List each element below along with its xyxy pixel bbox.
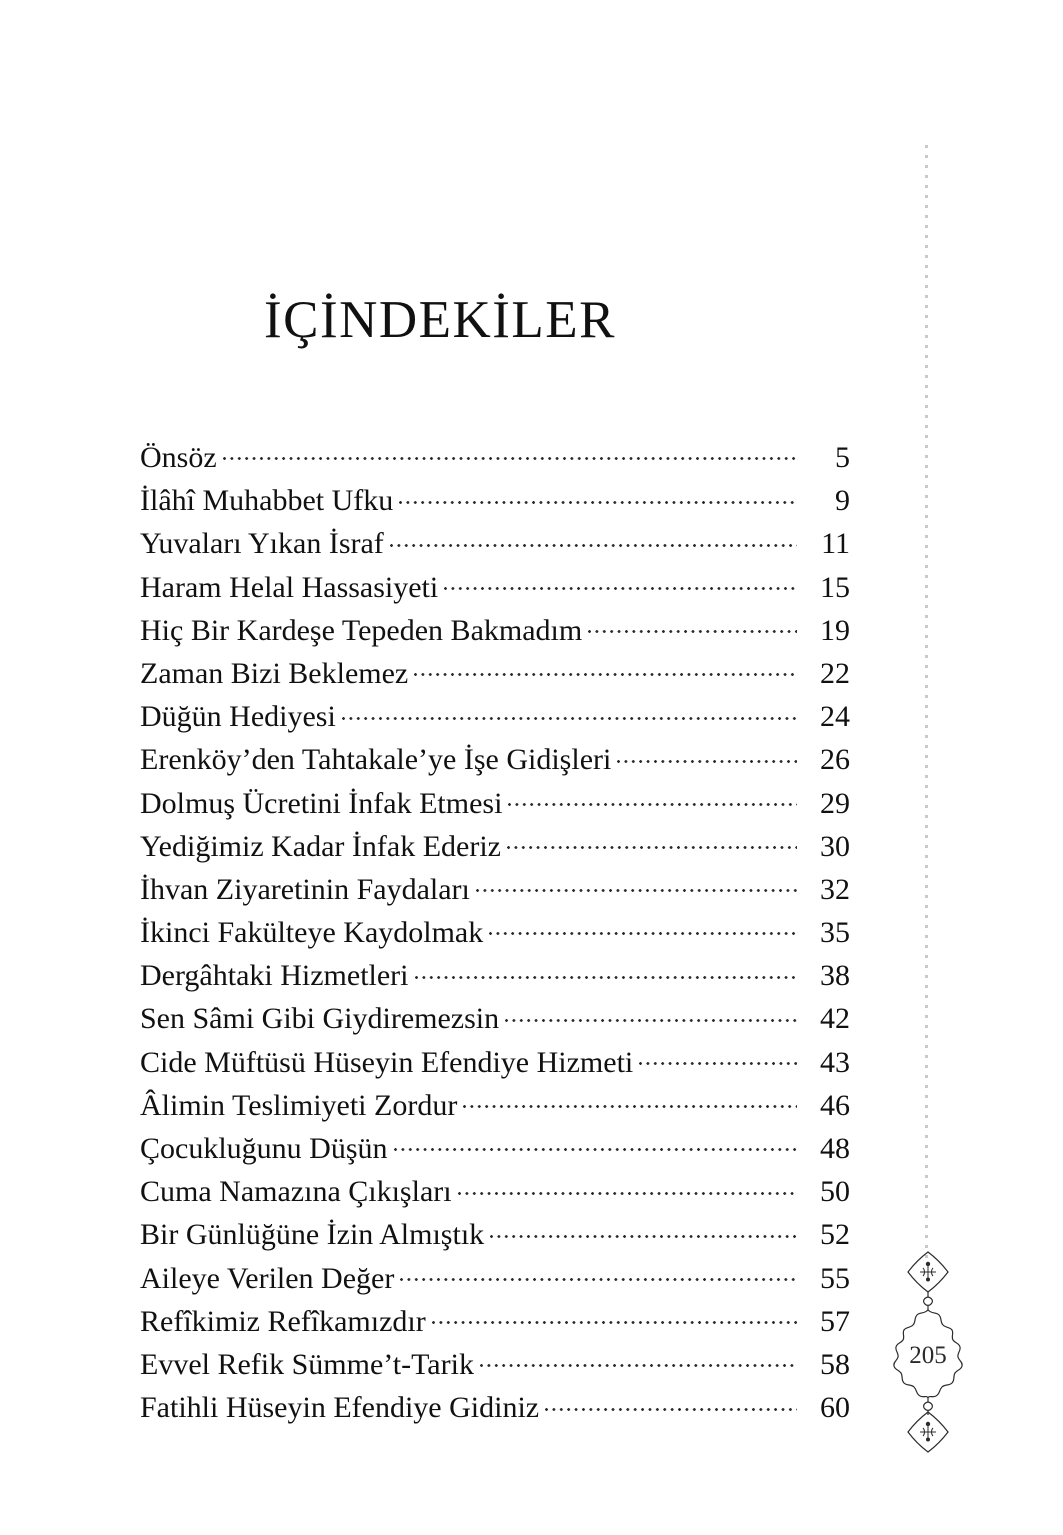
toc-entry-page-number: 60 xyxy=(820,1391,850,1425)
toc-dot-leader xyxy=(399,480,797,510)
toc-entry[interactable] xyxy=(140,610,850,653)
page-number-ornament xyxy=(880,1248,976,1420)
toc-entry-page-number: 38 xyxy=(820,959,850,993)
toc-dot-leader xyxy=(414,653,797,683)
toc-entry-title: Hiç Bir Kardeşe Tepeden Bakmadım xyxy=(140,613,583,647)
toc-entry-page-number: 57 xyxy=(820,1304,850,1338)
toc-dot-leader xyxy=(342,696,797,726)
toc-entry-page-number: 35 xyxy=(820,916,850,950)
toc-dot-leader xyxy=(507,826,797,856)
toc-entry[interactable] xyxy=(140,696,850,739)
toc-dot-leader xyxy=(223,437,797,467)
toc-entry-page-number: 30 xyxy=(820,829,850,863)
toc-entry-title: Çocukluğunu Düşün xyxy=(140,1132,388,1165)
toc-entry-title: Dergâhtaki Hizmetleri xyxy=(140,959,409,993)
toc-entry-page-number: 43 xyxy=(820,1045,850,1079)
toc-dot-leader xyxy=(444,567,797,597)
toc-entry-title: Aileye Verilen Değer xyxy=(140,1261,395,1295)
page-title: İÇİNDEKİLER xyxy=(263,291,617,349)
toc-entry[interactable] xyxy=(140,653,850,696)
toc-entry-page-number: 46 xyxy=(820,1088,850,1122)
toc-entry-title: İlâhî Muhabbet Ufku xyxy=(140,484,394,518)
toc-entry[interactable] xyxy=(140,869,850,912)
toc-dot-leader xyxy=(390,523,797,553)
toc-entry[interactable] xyxy=(140,739,850,782)
toc-entry-page-number: 32 xyxy=(820,872,850,906)
toc-entry[interactable] xyxy=(140,912,850,955)
toc-dot-leader xyxy=(400,1258,797,1288)
toc-entry-title: İkinci Fakülteye Kaydolmak xyxy=(140,916,484,950)
toc-entry[interactable] xyxy=(140,480,850,523)
toc-entry[interactable] xyxy=(140,1258,850,1301)
toc-entry-title: Yediğimiz Kadar İnfak Ederiz xyxy=(140,829,501,863)
toc-entry[interactable] xyxy=(140,1085,850,1128)
toc-entry[interactable] xyxy=(140,567,850,610)
toc-entry-page-number: 52 xyxy=(820,1218,850,1252)
toc-entry-title: Yuvaları Yıkan İsraf xyxy=(140,527,384,561)
toc-entry-title: Bir Günlüğüne İzin Almıştık xyxy=(140,1218,485,1252)
toc-entry[interactable] xyxy=(140,1042,850,1085)
toc-dot-leader xyxy=(458,1171,797,1201)
toc-dot-leader xyxy=(617,739,797,769)
toc-dot-leader xyxy=(490,1214,797,1244)
toc-entry-page-number: 24 xyxy=(820,700,850,734)
toc-dot-leader xyxy=(639,1042,797,1072)
toc-entry[interactable] xyxy=(140,998,850,1041)
toc-entry-page-number: 11 xyxy=(821,527,850,561)
toc-entry-page-number: 19 xyxy=(820,613,850,647)
toc-dot-leader xyxy=(432,1301,797,1331)
folio-number: 205 xyxy=(909,1342,947,1369)
toc-dot-leader xyxy=(508,783,797,813)
toc-entry-page-number: 22 xyxy=(820,656,850,690)
toc-dot-leader xyxy=(480,1344,797,1374)
toc-entry-page-number: 29 xyxy=(820,786,850,820)
toc-entry-title: Cide Müftüsü Hüseyin Efendiye Hizmeti xyxy=(140,1045,634,1079)
toc-dot-leader xyxy=(394,1128,798,1158)
toc-entry-title: Cuma Namazına Çıkışları xyxy=(140,1175,452,1209)
toc-entry-title: Zaman Bizi Beklemez xyxy=(140,656,409,690)
toc-entry-page-number: 5 xyxy=(835,441,850,474)
toc-entry-page-number: 58 xyxy=(820,1347,850,1381)
toc-entry[interactable] xyxy=(140,1344,850,1387)
toc-entry[interactable] xyxy=(140,783,850,826)
toc-dot-leader xyxy=(505,998,797,1028)
toc-entry-page-number: 50 xyxy=(820,1175,850,1209)
toc-entry-page-number: 26 xyxy=(820,743,850,777)
toc-entry[interactable] xyxy=(140,826,850,869)
toc-entry-title: Önsöz xyxy=(140,441,217,474)
toc-entry-title: Âlimin Teslimiyeti Zordur xyxy=(140,1088,458,1122)
toc-dot-leader xyxy=(588,610,797,640)
toc-dot-leader xyxy=(415,955,797,985)
toc-entry-page-number: 15 xyxy=(820,570,850,604)
toc-dot-leader xyxy=(489,912,797,942)
toc-dot-leader xyxy=(476,869,797,899)
toc-entry-title: İhvan Ziyaretinin Faydaları xyxy=(140,872,470,906)
toc-entry[interactable] xyxy=(140,1171,850,1214)
toc-entry[interactable] xyxy=(140,955,850,998)
toc-entry-page-number: 9 xyxy=(835,484,850,518)
toc-entry-page-number: 48 xyxy=(820,1132,850,1165)
toc-entry-title: Erenköy’den Tahtakale’ye İşe Gidişleri xyxy=(140,743,612,777)
toc-dot-leader xyxy=(545,1387,797,1417)
toc-entry[interactable] xyxy=(140,437,850,480)
toc-entry[interactable] xyxy=(140,1387,850,1430)
table-of-contents xyxy=(140,437,850,1430)
toc-entry[interactable] xyxy=(140,523,850,566)
toc-entry-title: Evvel Refik Sümme’t-Tarik xyxy=(140,1347,474,1381)
toc-entry-title: Sen Sâmi Gibi Giydiremezsin xyxy=(140,1002,500,1036)
toc-entry[interactable] xyxy=(140,1214,850,1257)
toc-entry-title: Düğün Hediyesi xyxy=(140,700,336,734)
toc-entry[interactable] xyxy=(140,1128,850,1171)
toc-entry-page-number: 42 xyxy=(820,1002,850,1036)
toc-entry-title: Dolmuş Ücretini İnfak Etmesi xyxy=(140,786,503,820)
bottom-finial-icon xyxy=(880,1398,976,1460)
toc-dot-leader xyxy=(463,1085,797,1115)
toc-entry-title: Fatihli Hüseyin Efendiye Gidiniz xyxy=(140,1391,540,1425)
toc-entry-title: Refîkimiz Refîkamızdır xyxy=(140,1304,426,1338)
toc-entry-title: Haram Helal Hassasiyeti xyxy=(140,570,439,604)
toc-entry-page-number: 55 xyxy=(820,1261,850,1295)
dotted-margin-rule xyxy=(925,145,928,1260)
toc-entry[interactable] xyxy=(140,1301,850,1344)
